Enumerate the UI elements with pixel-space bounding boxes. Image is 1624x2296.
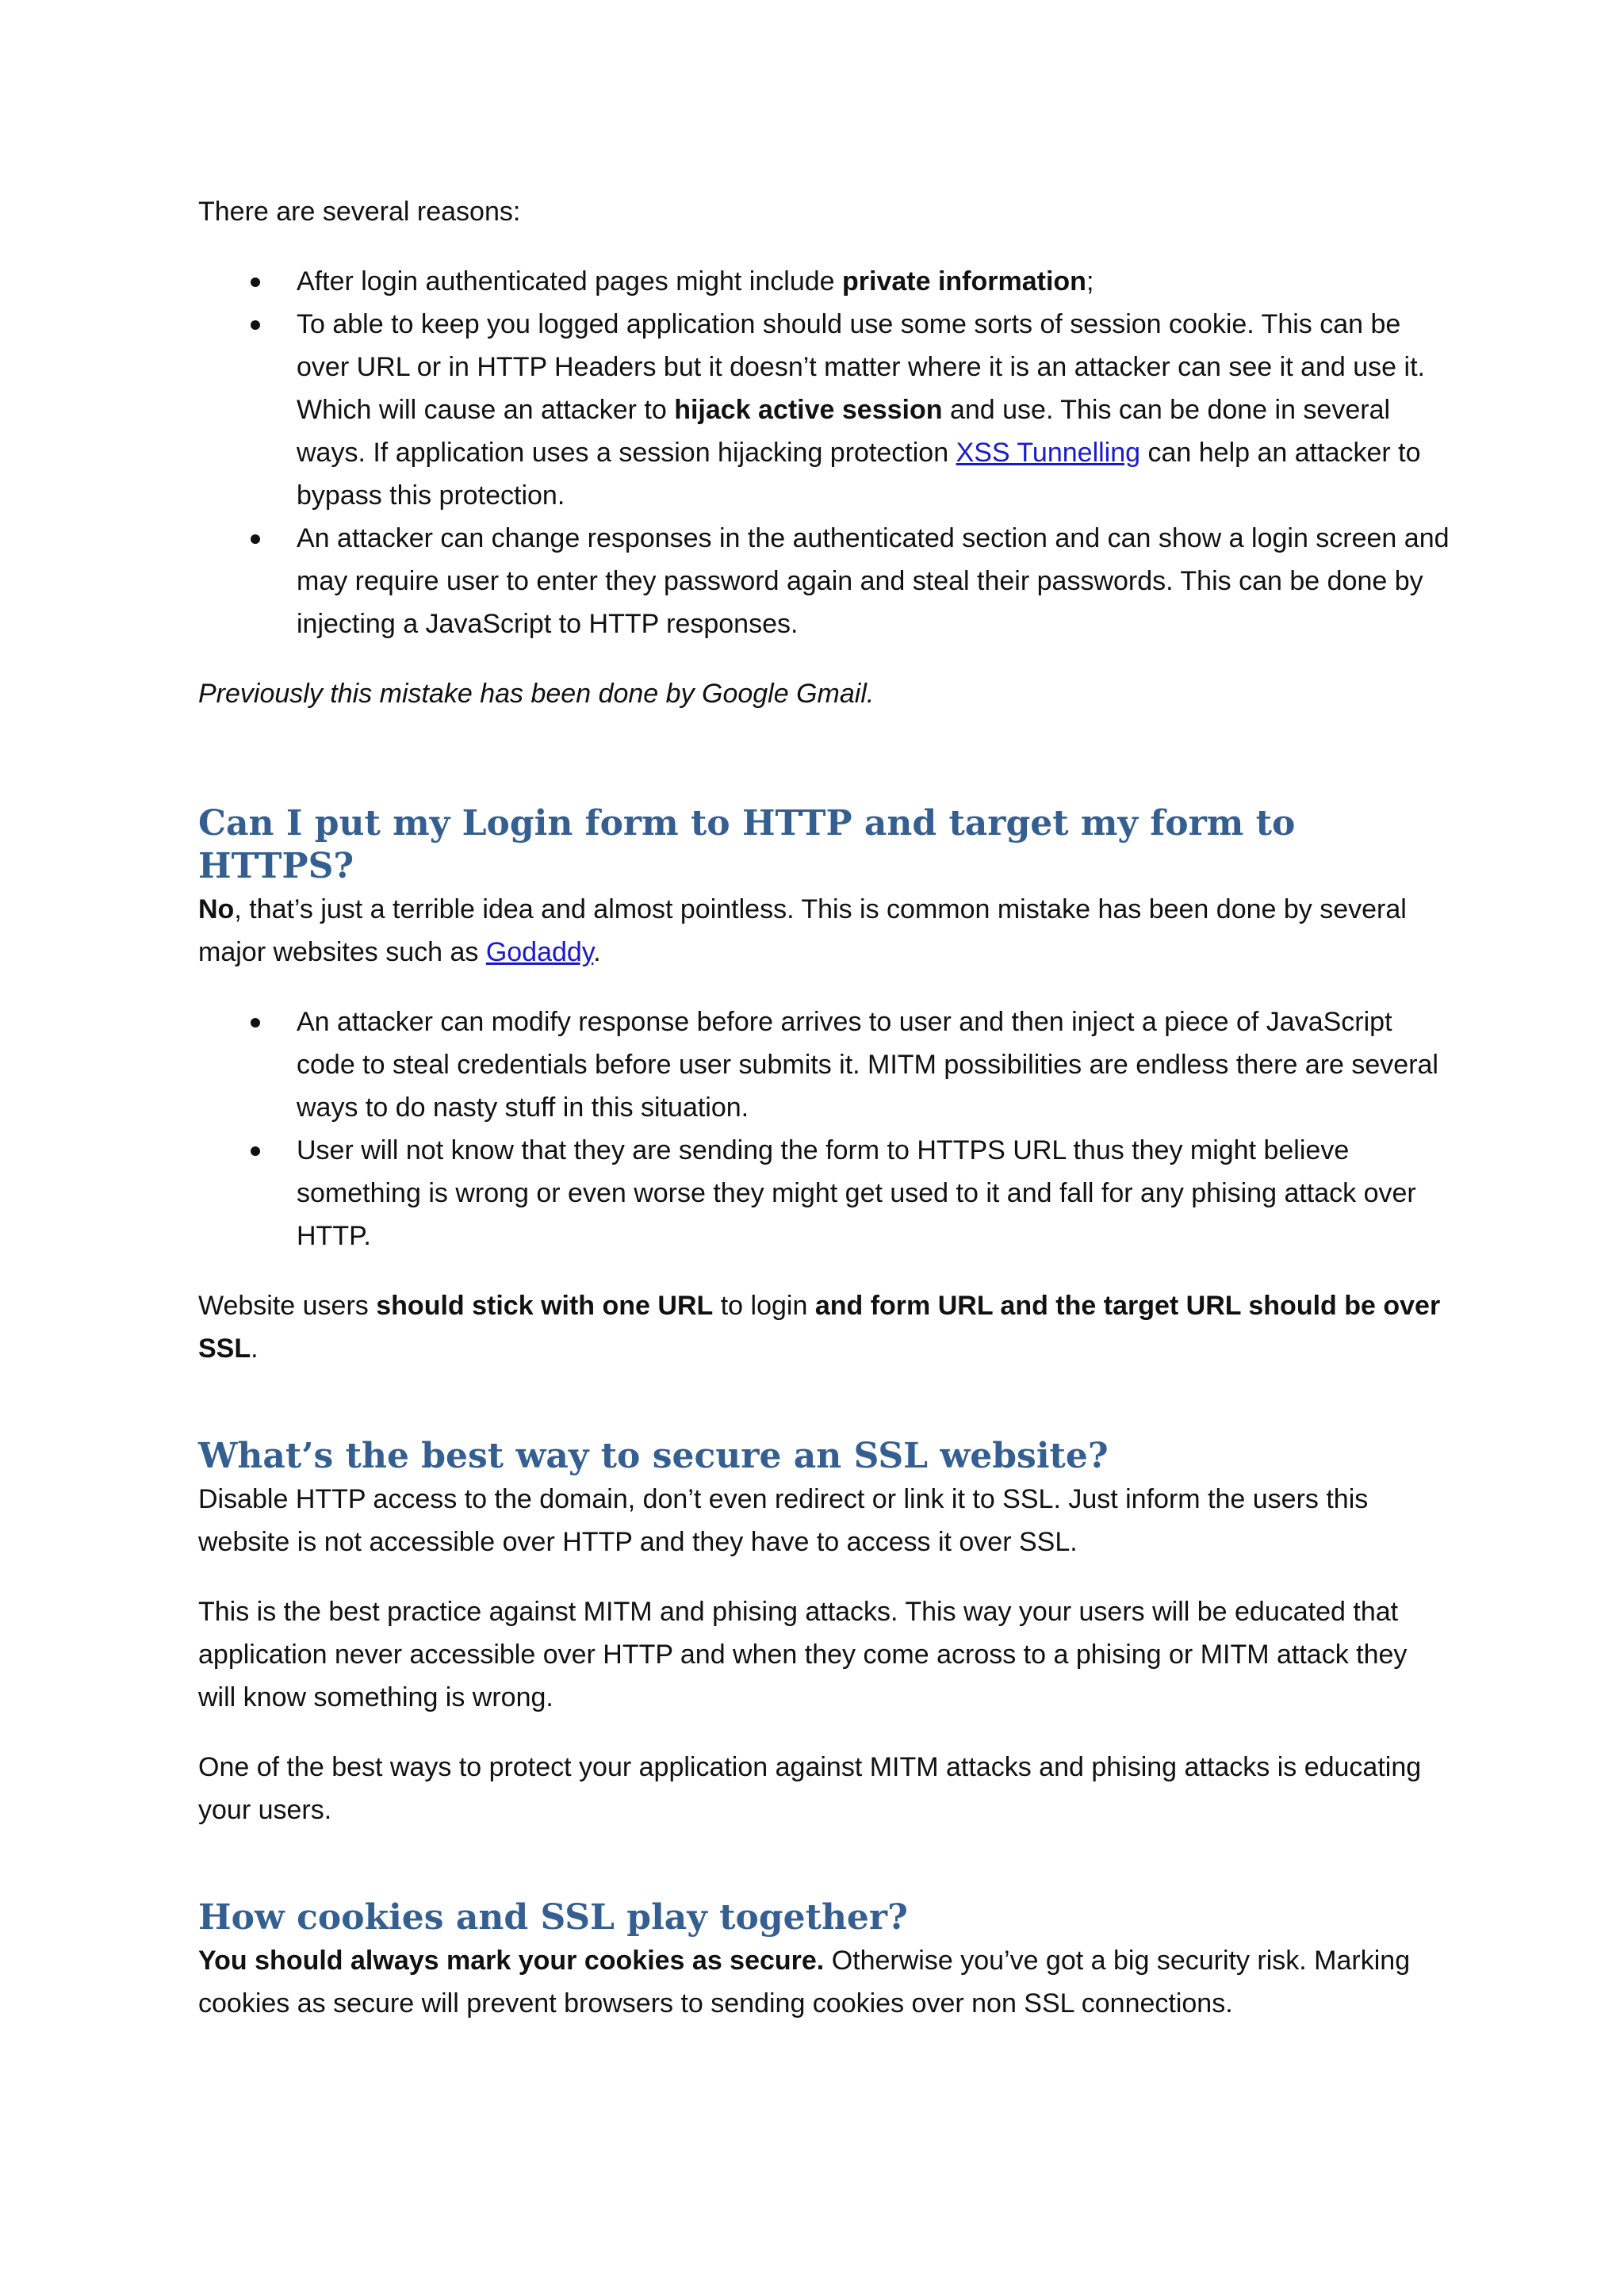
bullet-icon xyxy=(251,277,260,287)
gmail-note: Previously this mistake has been done by Google Gmail. xyxy=(198,679,875,709)
bold-text: hijack active session xyxy=(674,395,943,425)
reasons-list xyxy=(198,260,1451,645)
list-item: An attacker can change responses in the authenticated section and can show a login screen and may require user to enter they password again and steal their passwords. This can be done by injecting a JavaScript to HTTP responses. xyxy=(198,517,1451,645)
section-paragraph: No, that’s just a terrible idea and almost pointless. This is common mistake has been done by several major websites such as Godaddy. xyxy=(198,894,1407,967)
intro-text: There are several reasons: xyxy=(198,197,521,227)
list-item: After login authenticated pages might include private information; xyxy=(198,260,1451,303)
document-body xyxy=(198,190,1451,2025)
godaddy-link[interactable]: Godaddy xyxy=(485,937,594,967)
section-heading-login-form: Can I put my Login form to HTTP and target my form to HTTPS? xyxy=(198,803,1296,886)
conclusion-paragraph: Website users should stick with one URL to login and form URL and the target URL should be over SSL. xyxy=(198,1291,1441,1364)
section-paragraph: This is the best practice against MITM and phising attacks. This way your users will be educated that application never accessible over HTTP and when they come across to a phising or MITM attack they will know something is wrong. xyxy=(198,1597,1408,1712)
list-item: An attacker can modify response before arrives to user and then inject a piece of JavaScript code to steal credentials before user submits it. MITM possibilities are endless there are several ways to do nasty stuff in this situation. xyxy=(198,1001,1451,1129)
bold-text: private information xyxy=(842,266,1086,297)
section-heading-secure-ssl: What’s the best way to secure an SSL website? xyxy=(198,1436,1109,1476)
bullet-icon xyxy=(251,1146,260,1156)
bullet-icon xyxy=(251,534,260,544)
section-paragraph: You should always mark your cookies as secure. Otherwise you’ve got a big security risk. Marking cookies as secure will prevent browsers to sending cookies over non SSL connections. xyxy=(198,1946,1411,2019)
section-heading-cookies-ssl: How cookies and SSL play together? xyxy=(198,1897,908,1938)
bullet-icon xyxy=(251,320,260,330)
list-item: To able to keep you logged application should use some sorts of session cookie. This can be over URL or in HTTP Headers but it doesn’t matter where it is an attacker can see it and use it. Which will cause an attacker to hijack active session and use. This can be done in several ways. If application uses a session hijacking protection XSS Tunnelling can help an attacker to bypass this protection. xyxy=(198,303,1451,517)
list-item: User will not know that they are sending the form to HTTPS URL thus they might believe something is wrong or even worse they might get used to it and fall for any phising attack over HTTP. xyxy=(198,1129,1451,1257)
section-paragraph: One of the best ways to protect your application against MITM attacks and phising attacks is educating your users. xyxy=(198,1752,1422,1825)
mitm-list xyxy=(198,1001,1451,1257)
xss-tunnelling-link[interactable]: XSS Tunnelling xyxy=(956,438,1141,468)
bullet-icon xyxy=(251,1018,260,1027)
section-paragraph: Disable HTTP access to the domain, don’t even redirect or link it to SSL. Just inform the users this website is not accessible over HTTP and they have to access it over SSL. xyxy=(198,1484,1369,1557)
